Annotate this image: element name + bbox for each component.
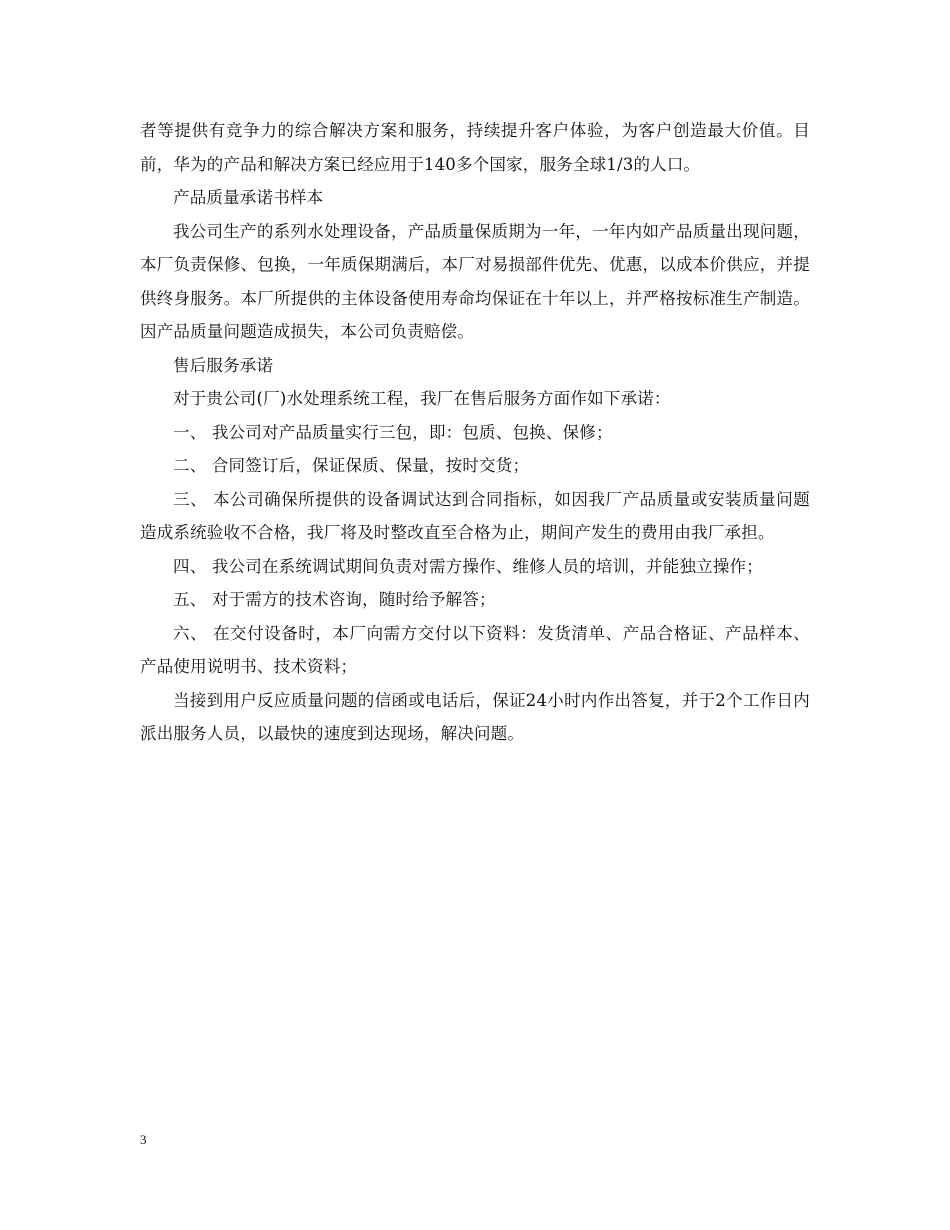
list-item-one: 一、 我公司对产品质量实行三包，即：包质、包换、保修； [173, 422, 613, 442]
paragraph-continuation: 者等提供有竞争力的综合解决方案和服务，持续提升客户体验，为客户创造最大价值。目前，华为的产品和解决方案已经应用于140多个国家，服务全球1/3的人口。 [140, 121, 810, 174]
page-number: 3 [140, 1132, 147, 1147]
heading-quality-commitment: 产品质量承诺书样本 [173, 188, 324, 207]
paragraph-after-sales-intro: 对于贵公司(厂)水处理系统工程，我厂在售后服务方面作如下承诺： [173, 389, 671, 408]
list-item-four: 四、 我公司在系统调试期间负责对需方操作、维修人员的培训，并能独立操作； [173, 556, 763, 576]
list-item-three: 三、 本公司确保所提供的设备调试达到合同指标，如因我厂产品质量或安装质量问题造成系统验收不合格，我厂将及时整改直至合格为止，期间产发生的费用由我厂承担。 [140, 489, 810, 542]
list-item-five: 五、 对于需方的技术咨询，随时给予解答； [173, 590, 496, 609]
list-item-six: 六、 在交付设备时，本厂向需方交付以下资料：发货清单、产品合格证、产品样本、产品使用说明书、技术资料； [140, 623, 810, 676]
paragraph-response-commitment: 当接到用户反应质量问题的信函或电话后，保证24小时内作出答复，并于2个工作日内派出服务人员，以最快的速度到达现场，解决问题。 [140, 690, 810, 743]
paragraph-quality-warranty: 我公司生产的系列水处理设备，产品质量保质期为一年，一年内如产品质量出现问题，本厂负责保修、包换，一年质保期满后，本厂对易损部件优先、优惠，以成本价供应，并提供终身服务。本厂所提供的主体设备使用寿命均保证在十年以上，并严格按标准生产制造。因产品质量问题造成损失，本公司负责赔偿。 [140, 221, 810, 341]
list-item-two: 二、 合同签订后，保证保质、保量，按时交货； [173, 456, 530, 475]
document-body [140, 114, 810, 751]
heading-after-sales: 售后服务承诺 [173, 355, 274, 375]
